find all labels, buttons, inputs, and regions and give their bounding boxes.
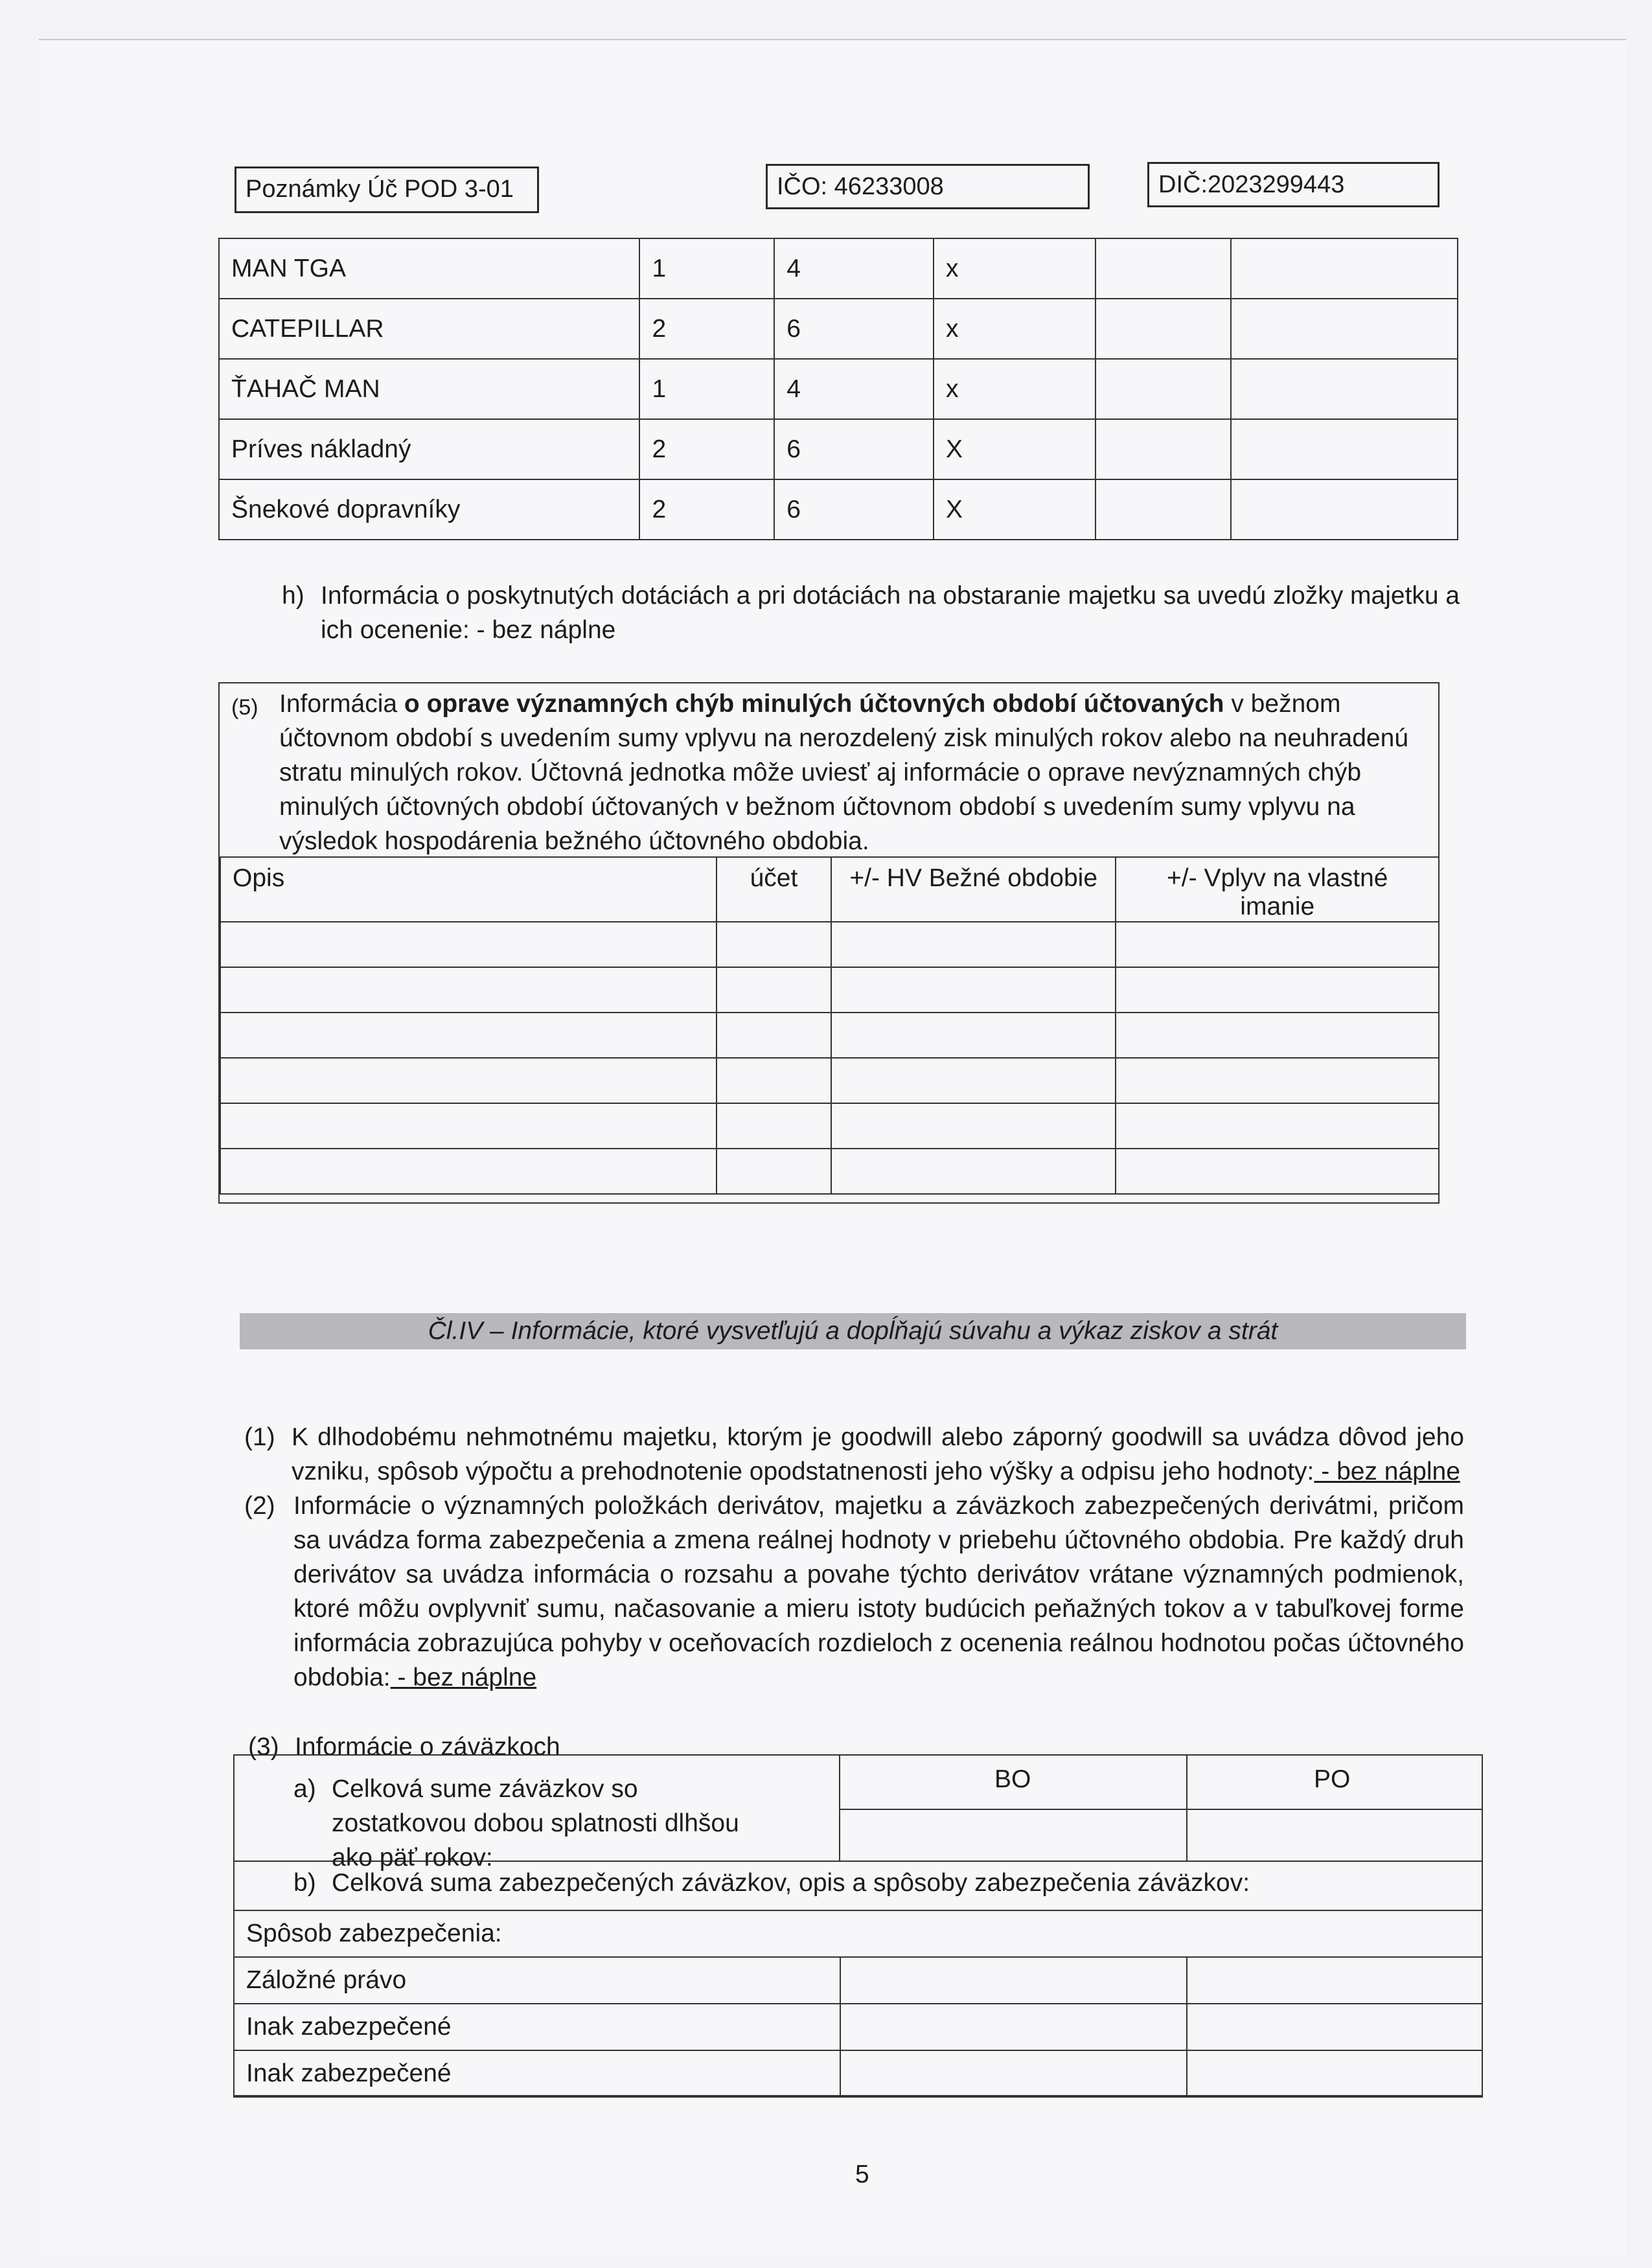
table-cell-c4 — [1096, 479, 1232, 540]
table-cell-c3: X — [934, 419, 1096, 479]
col-vi: +/- Vplyv na vlastné imanie — [1116, 857, 1439, 922]
item-h-label: h) — [282, 582, 304, 610]
section5-number: (5) — [231, 695, 258, 720]
item3b-label: b) — [293, 1869, 316, 1897]
table-cell-c1: 1 — [639, 359, 774, 419]
table-row — [220, 1103, 1439, 1149]
security-type: Inak zabezpečené — [234, 2050, 840, 2097]
table-cell-name: MAN TGA — [219, 238, 639, 299]
page-number: 5 — [855, 2160, 869, 2188]
table-cell-c1: 1 — [639, 238, 774, 299]
table-cell-name: ŤAHAČ MAN — [219, 359, 639, 419]
table-cell-c5 — [1231, 479, 1458, 540]
po-header: PO — [1314, 1765, 1351, 1793]
assets-table — [218, 238, 1458, 540]
table-cell-c2: 4 — [774, 238, 934, 299]
table-cell-c1: 2 — [639, 419, 774, 479]
table-cell-name: Šnekové dopravníky — [219, 479, 639, 540]
table-cell-c5 — [1231, 359, 1458, 419]
table-cell-c4 — [1096, 359, 1232, 419]
col-opis: Opis — [220, 857, 717, 922]
table-row — [219, 419, 1458, 479]
security-type: Záložné právo — [234, 1957, 840, 2004]
item2-number: (2) — [244, 1492, 275, 1520]
table-row — [219, 359, 1458, 419]
dic-label: DIČ:2023299443 — [1147, 162, 1440, 207]
table-cell-c3: x — [934, 359, 1096, 419]
table-row — [220, 922, 1439, 967]
item3-title: Informácie o záväzkoch — [295, 1733, 560, 1761]
ico-label: IČO: 46233008 — [766, 164, 1090, 209]
table-cell-c2: 6 — [774, 419, 934, 479]
corrections-table — [220, 856, 1440, 1195]
table-cell-c1: 2 — [639, 479, 774, 540]
security-type: Inak zabezpečené — [234, 2004, 840, 2050]
table-row — [219, 299, 1458, 359]
table-row — [220, 1149, 1439, 1194]
section5-text: Informácia o oprave významných chýb minulých účtovných období účtovaných v bežnom účtovnom období s uvedením sumy vplyvu na nerozdelený zisk minulých rokov alebo na neuhradenú stratu minulých rokov. Účtovná jednotka môže uviesť aj informácie o oprave nevýznamných chýb minulých účtovných období účtovaných v bežnom účtovnom období s uvedením sumy vplyvu na výsledok hospodárenia bežného účtovného obdobia. — [279, 690, 1409, 855]
item-h-text: Informácia o poskytnutých dotáciách a pri dotáciách na obstaranie majetku sa uvedú zložky majetku a ich ocenenie: - bez náplne — [321, 582, 1460, 644]
poznamky-label: Poznámky Úč POD 3-01 — [235, 166, 539, 213]
table-row — [219, 238, 1458, 299]
table-row — [234, 2004, 1482, 2050]
table-cell-c4 — [1096, 299, 1232, 359]
item3b-text: Celková suma zabezpečených záväzkov, opis a spôsoby zabezpečenia záväzkov: — [332, 1869, 1250, 1897]
section-iv-heading: Čl.IV – Informácie, ktoré vysvetľujú a dopĺňajú súvahu a výkaz ziskov a strát — [240, 1313, 1466, 1349]
item2-text: Informácie o významných položkách derivátov, majetku a záväzkoch zabezpečených derivátmi, pričom sa uvádza forma zabezpečenia a zmena reálnej hodnoty v priebehu účtovného obdobia. Pre každý druh derivátov sa uvádza informácia o rozsahu a povahe týchto derivátov vrátane významných podmienok, ktoré môžu ovplyvniť sumu, načasovanie a mieru istoty budúcich peňažných tokov a v tabuľkovej forme informácia zobrazujúca pohyby v oceňovacích rozdieloch z ocenenia reálnou hodnotou počas účtovného obdobia: - bez náplne — [293, 1492, 1464, 1691]
col-ucet: účet — [717, 857, 831, 922]
col-hv: +/- HV Bežné obdobie — [831, 857, 1116, 922]
table-row — [234, 1910, 1482, 1957]
table-cell-c4 — [1096, 238, 1232, 299]
security-method-label: Spôsob zabezpečenia: — [234, 1910, 1482, 1957]
table-row — [234, 2050, 1482, 2097]
table-row — [219, 479, 1458, 540]
bo-header: BO — [994, 1765, 1031, 1793]
table-cell-c4 — [1096, 419, 1232, 479]
item1-number: (1) — [244, 1423, 275, 1451]
item1-text: K dlhodobému nehmotnému majetku, ktorým je goodwill alebo záporný goodwill sa uvádza dôvod jeho vzniku, spôsob výpočtu a prehodnotenie opodstatnenosti jeho výšky a odpisu jeho hodnoty: - bez náplne — [292, 1423, 1464, 1485]
table-cell-c2: 4 — [774, 359, 934, 419]
table-cell-c2: 6 — [774, 479, 934, 540]
item3a-text: Celková sume záväzkov so zostatkovou dobou splatnosti dlhšou ako päť rokov: — [332, 1775, 739, 1872]
table-cell-c2: 6 — [774, 299, 934, 359]
corrections-header-row — [220, 857, 1439, 922]
security-table — [233, 1910, 1483, 2098]
table-cell-c5 — [1231, 419, 1458, 479]
liabilities-a-divider — [839, 1754, 840, 1861]
table-row — [220, 1058, 1439, 1103]
item3a-label: a) — [293, 1775, 316, 1803]
table-cell-name: CATEPILLAR — [219, 299, 639, 359]
table-row — [234, 1957, 1482, 2004]
table-cell-c1: 2 — [639, 299, 774, 359]
table-cell-c5 — [1231, 299, 1458, 359]
table-cell-name: Príves nákladný — [219, 419, 639, 479]
table-row — [220, 967, 1439, 1013]
liabilities-bopo-divider — [1186, 1754, 1187, 1861]
table-cell-c3: X — [934, 479, 1096, 540]
table-row — [220, 1013, 1439, 1058]
liabilities-bopo-rule — [839, 1809, 1483, 1810]
table-cell-c3: x — [934, 299, 1096, 359]
table-cell-c5 — [1231, 238, 1458, 299]
item3-number: (3) — [248, 1733, 279, 1761]
table-cell-c3: x — [934, 238, 1096, 299]
